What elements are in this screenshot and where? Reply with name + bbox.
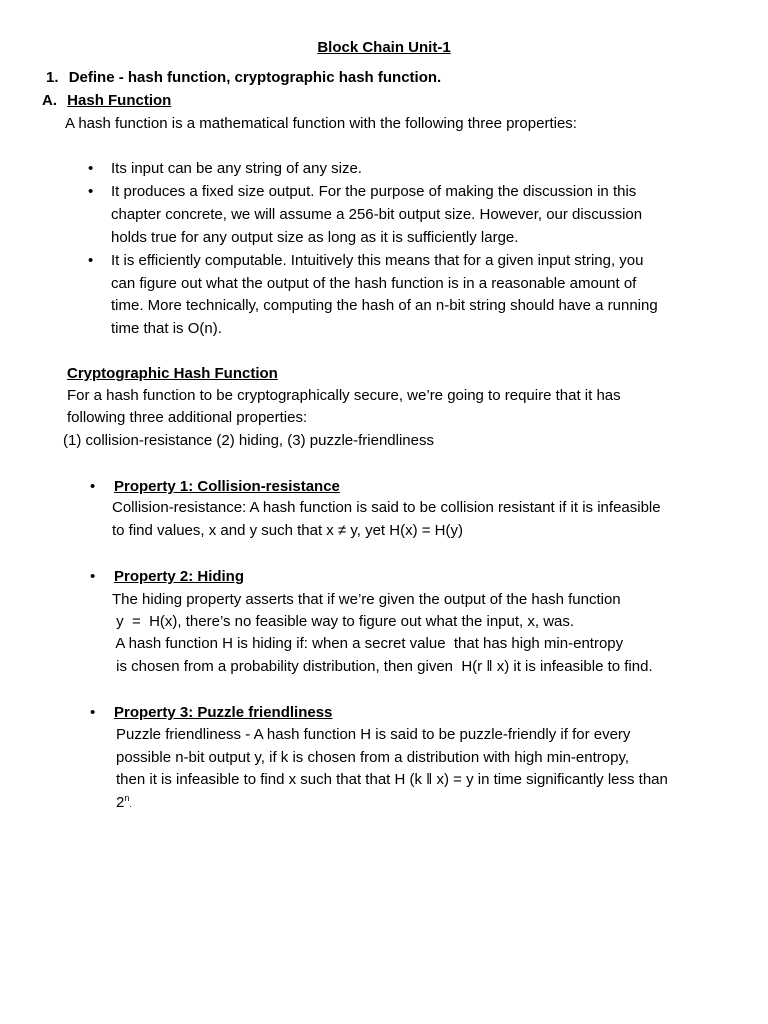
property-1-line-2: to find values, x and y such that x ≠ y, yet H(x) = H(y)	[112, 522, 463, 539]
bullet-icon: •	[90, 704, 96, 721]
bullet-1-line-1: Its input can be any string of any size.	[111, 160, 362, 177]
bullet-3-line-3: time. More technically, computing the hash of an n-bit string should have a running	[111, 297, 658, 314]
crypto-line-3: (1) collision-resistance (2) hiding, (3) puzzle-friendliness	[63, 432, 434, 449]
property-1-line-1: Collision-resistance: A hash function is said to be collision resistant if it is infeasible	[112, 499, 661, 516]
section-a-title: Hash Function	[67, 92, 172, 109]
trailing-period: .	[129, 799, 132, 809]
property-3-line-2: possible n-bit output y, if k is chosen from a distribution with high min-entropy,	[116, 749, 630, 766]
bullet-icon: •	[90, 478, 96, 495]
property-2-line-3: A hash function H is hiding if: when a secret value that has high min-entropy	[112, 635, 624, 652]
bullet-2-line-1: It produces a fixed size output. For the purpose of making the discussion in this	[111, 183, 637, 200]
bullet-2-line-2: chapter concrete, we will assume a 256-bit output size. However, our discussion	[111, 206, 643, 223]
power-base: 2	[116, 794, 125, 811]
power-exponent: n	[124, 793, 130, 803]
crypto-line-2: following three additional properties:	[67, 409, 308, 426]
bullet-icon: •	[88, 183, 94, 200]
bullet-3-line-1: It is efficiently computable. Intuitively this means that for a given input string, you	[111, 252, 644, 269]
crypto-line-1: For a hash function to be cryptographically secure, we’re going to require that it has	[67, 387, 621, 404]
property-2-line-4: is chosen from a probability distribution, then given H(r ‖ x) it is infeasible to find.	[112, 658, 653, 675]
section-a-heading	[42, 89, 171, 112]
property-2-heading: Property 2: Hiding	[114, 568, 245, 585]
property-3-heading: Property 3: Puzzle friendliness	[114, 704, 333, 721]
property-3-line-3: then it is infeasible to find x such that that H (k ‖ x) = y in time significantly less than	[116, 771, 668, 788]
bullet-icon: •	[88, 252, 94, 269]
bullet-icon: •	[90, 568, 96, 585]
property-1-heading: Property 1: Collision-resistance	[114, 478, 340, 495]
question-number: 1.	[46, 69, 59, 86]
section-a-label: A.	[42, 92, 57, 109]
bullet-2-line-3: holds true for any output size as long as it is sufficiently large.	[111, 229, 519, 246]
bullet-3-line-4: time that is O(n).	[111, 320, 222, 337]
question-text: Define - hash function, cryptographic hash function.	[68, 69, 442, 86]
crypto-heading: Cryptographic Hash Function	[67, 365, 278, 382]
document-title: Block Chain Unit-1	[317, 39, 451, 56]
property-2-line-1: The hiding property asserts that if we’re given the output of the hash function	[112, 591, 621, 608]
property-3-line-1: Puzzle friendliness - A hash function H is said to be puzzle-friendly if for every	[116, 726, 631, 743]
property-3-line-4	[116, 791, 132, 816]
section-a-intro: A hash function is a mathematical function with the following three properties:	[65, 115, 577, 132]
property-2-line-2: y = H(x), there’s no feasible way to figure out what the input, x, was.	[112, 613, 575, 630]
bullet-3-line-2: can figure out what the output of the hash function is in a reasonable amount of	[111, 275, 637, 292]
bullet-icon: •	[88, 160, 94, 177]
question-heading	[46, 66, 441, 89]
